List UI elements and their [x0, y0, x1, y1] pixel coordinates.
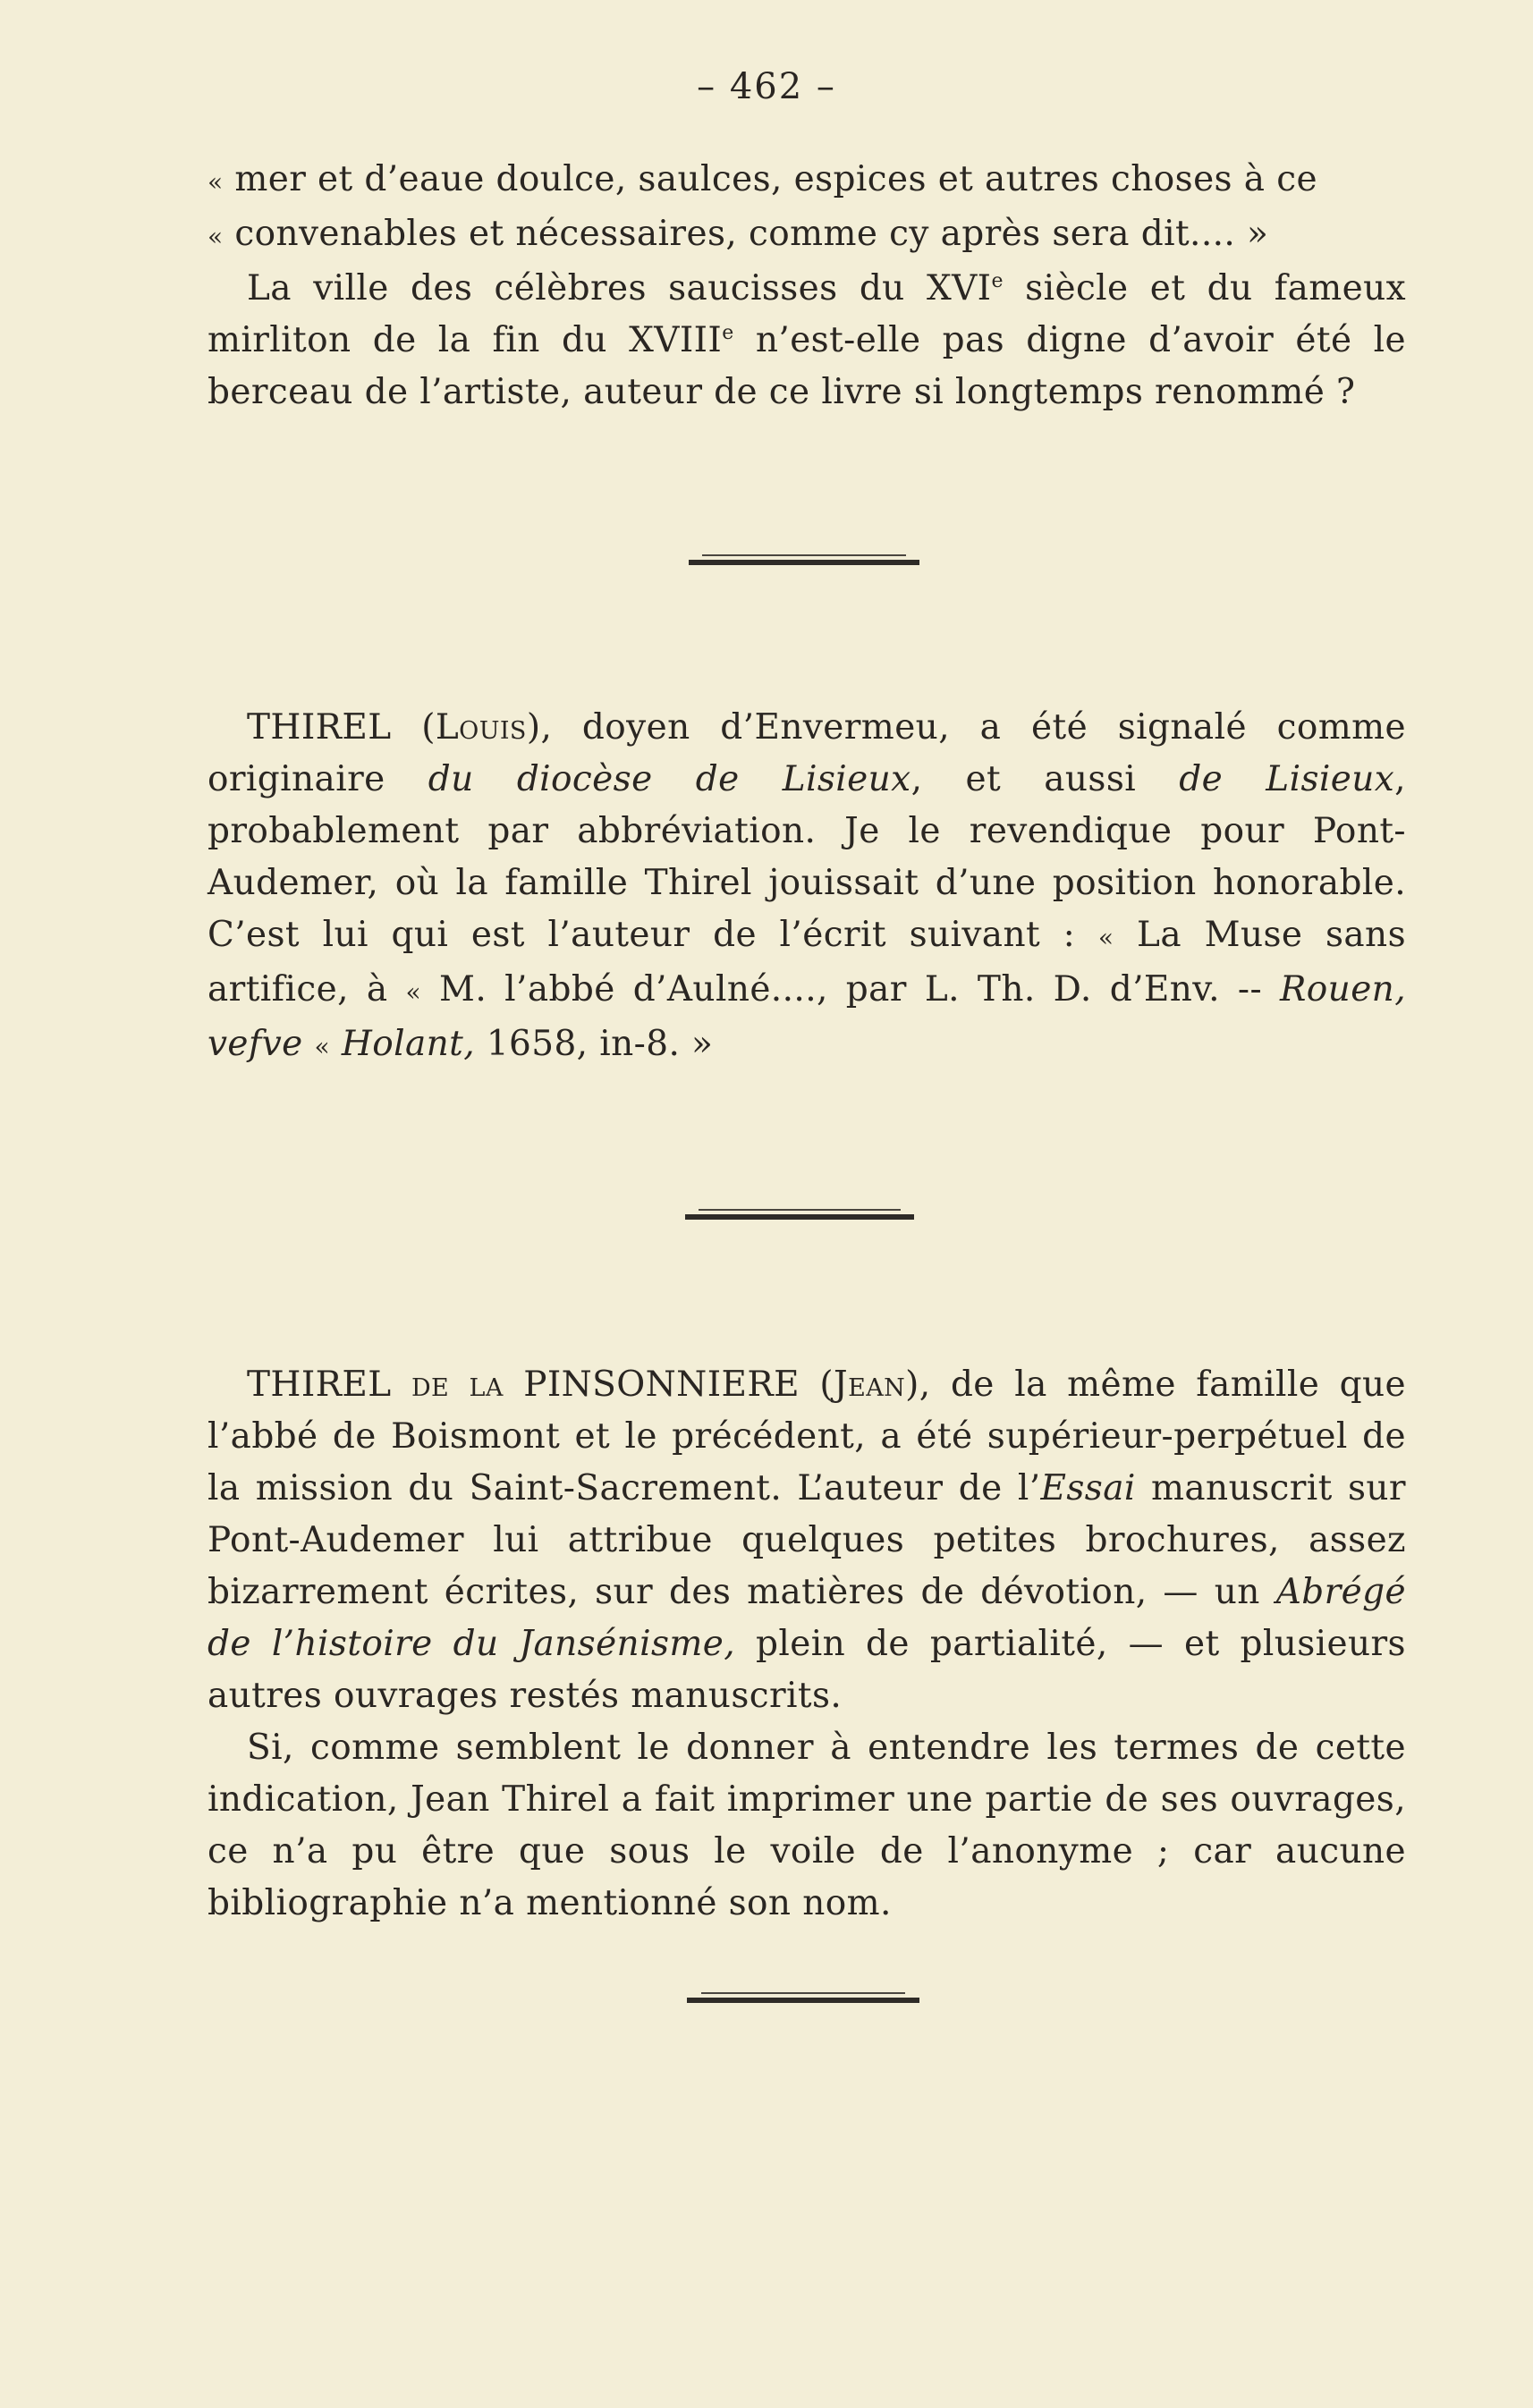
quote-line-2: « convenables et nécessaires, comme cy après sera dit.... » [208, 214, 1269, 254]
open-quote-mark: « [208, 167, 224, 197]
entry-heading: THIREL ( [247, 707, 436, 748]
page-number: – 462 – [697, 66, 836, 107]
entry-heading: THIREL [247, 1365, 411, 1405]
entry-thirel-pinsonniere [208, 1359, 1406, 1930]
paragraph-saucisses: La ville des célèbres saucisses du XVIe siècle et du fameux mirliton de la fin du XVIIIe n’est-elle pas digne d’avoir été le berceau de l’artiste, auteur de ce livre si longtemps renommé ? [208, 268, 1406, 412]
quote-line-1: « mer et d’eaue doulce, saulces, espices et autres choses à ce [208, 159, 1317, 199]
section-divider-1 [689, 554, 919, 567]
paragraph-thirel-louis: THIREL (Louis), doyen d’Envermeu, a été signalé comme originaire du diocèse de Lisieux, et aussi de Lisieux, probablement par abbréviation. Je le revendique pour Pont-Audemer, où la famille Thirel jouissait d’une position honorable. C’est lui qui est l’auteur de l’écrit suivant : « La Muse sans artifice, à « M. l’abbé d’Aulné...., par L. Th. D. d’Env. -- Rouen, vefve « Holant, 1658, in-8. » [208, 707, 1406, 1064]
section-divider-2 [685, 1209, 914, 1221]
section-saucisses [208, 154, 1406, 418]
paragraph-thirel-anonyme: Si, comme semblent le donner à entendre les termes de cette indication, Jean Thirel a fait imprimer une partie de ses ouvrages, ce n’a pu être que sous le voile de l’anonyme ; car aucune bibliographie n’a mentionné son nom. [208, 1728, 1406, 1923]
section-divider-3 [687, 1992, 919, 2005]
paragraph-thirel-pinsonniere: THIREL de la PINSONNIERE (Jean), de la même famille que l’abbé de Boismont et le précédent, a été supérieur-perpétuel de la mission du Saint-Sacrement. L’auteur de l’Essai manuscrit sur Pont-Audemer lui attribue quelques petites brochures, assez bizarrement écrites, sur des matières de dévotion, — un Abrégé de l’histoire du Jansénisme, plein de partialité, — et plusieurs autres ouvrages restés manuscrits. [208, 1365, 1407, 1716]
entry-thirel-louis [208, 702, 1406, 1073]
